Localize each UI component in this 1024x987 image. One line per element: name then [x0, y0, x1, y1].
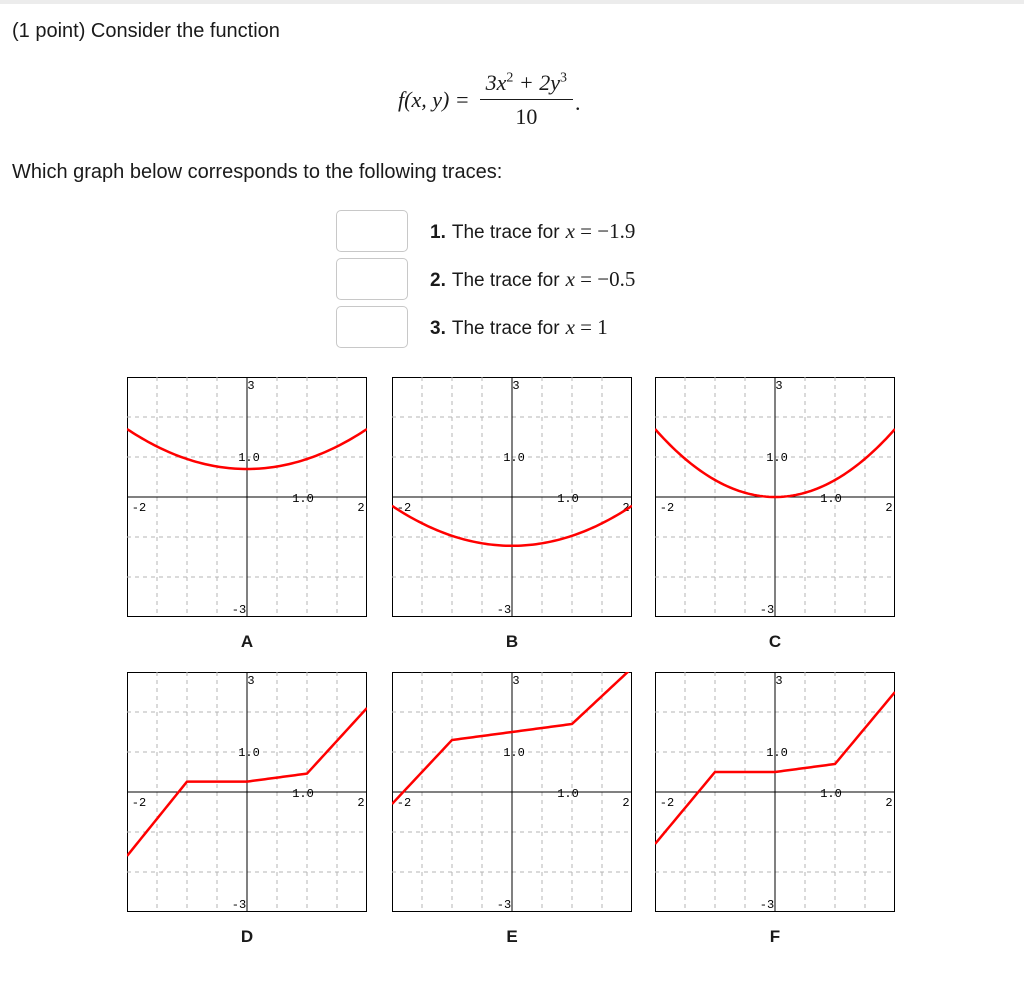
- trace-2-answer-input[interactable]: [336, 258, 408, 300]
- question-text: Which graph below corresponds to the following traces:: [12, 161, 503, 183]
- y-max-tick-label: 3: [775, 674, 783, 688]
- trace-2-label: 2. The trace for x = −0.5: [430, 266, 636, 291]
- graph-b-label: B: [505, 632, 519, 651]
- graph-d: [127, 672, 367, 912]
- graph-a: [127, 377, 367, 617]
- x-max-tick-label: 2: [622, 501, 630, 515]
- x-min-tick-label: -2: [131, 501, 147, 515]
- x-min-tick-label: -2: [131, 796, 147, 810]
- y-min-tick-label: -3: [496, 603, 512, 617]
- y-min-tick-label: -3: [759, 603, 775, 617]
- y-min-tick-label: -3: [759, 898, 775, 912]
- graph-f-label: F: [769, 927, 781, 946]
- x-mark-tick-label: 1.0: [557, 787, 579, 801]
- graph-d-label: D: [240, 927, 254, 946]
- trace-1-answer-input[interactable]: [336, 210, 408, 252]
- x-mark-tick-label: 1.0: [820, 787, 842, 801]
- y-mark-tick-label: 1.0: [503, 746, 525, 760]
- graph-c: [655, 377, 895, 617]
- x-max-tick-label: 2: [885, 501, 893, 515]
- trace-row-1: [336, 210, 635, 252]
- y-max-tick-label: 3: [512, 379, 520, 393]
- formula-denominator: 10: [515, 104, 538, 129]
- y-max-tick-label: 3: [512, 674, 520, 688]
- x-max-tick-label: 2: [357, 796, 365, 810]
- x-mark-tick-label: 1.0: [820, 492, 842, 506]
- y-mark-tick-label: 1.0: [238, 451, 260, 465]
- x-min-tick-label: -2: [396, 501, 412, 515]
- y-max-tick-label: 3: [775, 379, 783, 393]
- problem-intro: (1 point) Consider the function: [12, 20, 280, 42]
- graph-c-label: C: [768, 632, 782, 651]
- formula-lhs: f(x, y) =: [398, 87, 470, 112]
- x-max-tick-label: 2: [357, 501, 365, 515]
- top-divider: [0, 0, 1024, 4]
- y-mark-tick-label: 1.0: [766, 746, 788, 760]
- y-mark-tick-label: 1.0: [238, 746, 260, 760]
- y-max-tick-label: 3: [247, 674, 255, 688]
- graph-b: [392, 377, 632, 617]
- x-mark-tick-label: 1.0: [557, 492, 579, 506]
- x-max-tick-label: 2: [885, 796, 893, 810]
- x-mark-tick-label: 1.0: [292, 492, 314, 506]
- y-max-tick-label: 3: [247, 379, 255, 393]
- trace-1-label: 1. The trace for x = −1.9: [430, 218, 636, 243]
- function-formula: [398, 70, 581, 130]
- y-min-tick-label: -3: [231, 603, 247, 617]
- y-mark-tick-label: 1.0: [766, 451, 788, 465]
- graph-e-label: E: [506, 927, 518, 946]
- y-min-tick-label: -3: [496, 898, 512, 912]
- trace-row-3: [336, 306, 608, 348]
- graph-a-label: A: [240, 632, 254, 651]
- x-min-tick-label: -2: [659, 796, 675, 810]
- graph-f: [655, 672, 895, 912]
- trace-row-2: [336, 258, 635, 300]
- graph-e: [392, 672, 632, 912]
- trace-3-label: 3. The trace for x = 1: [430, 314, 608, 339]
- x-min-tick-label: -2: [396, 796, 412, 810]
- x-mark-tick-label: 1.0: [292, 787, 314, 801]
- formula-numerator: $3x^2 + 2y^3$: [480, 70, 573, 100]
- trace-3-answer-input[interactable]: [336, 306, 408, 348]
- y-min-tick-label: -3: [231, 898, 247, 912]
- x-max-tick-label: 2: [622, 796, 630, 810]
- x-min-tick-label: -2: [659, 501, 675, 515]
- y-mark-tick-label: 1.0: [503, 451, 525, 465]
- formula-period: .: [575, 90, 581, 115]
- formula-fraction: [480, 70, 573, 130]
